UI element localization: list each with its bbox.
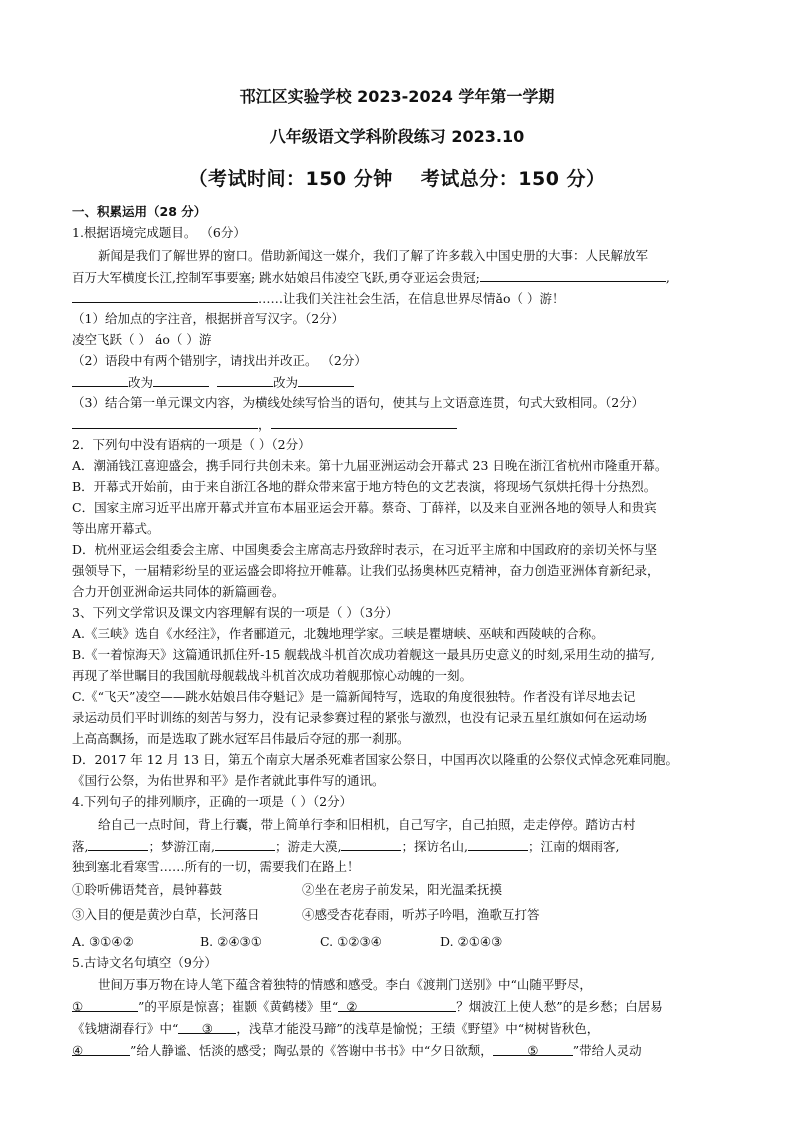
- q4-text-a: 落,: [72, 839, 89, 854]
- q3-option-c-2: 录运动员们平时训练的刻苦与努力，没有记录参赛过程的紧张与激烈，也没有记录五星红旗如何在运动场: [72, 710, 648, 725]
- q2-option-c-2: 等出席开幕式。: [72, 521, 160, 536]
- q1-sub-1-items: 凌空飞跃（ ） áo（ ）游: [72, 332, 212, 347]
- q4-options: [72, 932, 502, 952]
- q1-wrong-2[interactable]: [217, 372, 273, 387]
- q5-blank-2-num: ②: [346, 999, 358, 1014]
- q4-sentence-4: ④感受杏花春雨，听苏子吟唱，渔歌互打答: [302, 907, 540, 922]
- q3-stem: 3、下列文学常识及课文内容理解有误的一项是（ ）（3分）: [72, 605, 399, 620]
- q1-para-1: 新闻是我们了解世界的窗口。借助新闻这一媒介，我们了解了许多载入中国史册的大事：人民解放军: [98, 248, 649, 263]
- q1-para-3-text: ……让我们关注社会生活，在信息世界尽情ǎo（ ）游！: [258, 291, 565, 306]
- q5-blank-5[interactable]: [493, 1041, 573, 1056]
- q5-blank-4-num: ④: [72, 1043, 84, 1058]
- q5-blank-5-num: ⑤: [527, 1043, 539, 1058]
- q5-stem: 5.古诗文名句填空（9分）: [72, 955, 217, 970]
- q4-option-c[interactable]: C. ①②③④: [320, 934, 382, 949]
- q1-change-label-1: 改为: [128, 375, 154, 390]
- q4-sentence-1: ①聆听佛语梵音，晨钟暮鼓: [72, 882, 223, 897]
- q4-sentences-row-2: [72, 905, 540, 925]
- q5-text-3b: ，浅草才能没马蹄”的浅草是愉悦；王绩《野望》中“树树皆秋色，: [236, 1021, 600, 1036]
- q2-option-d-2: 强领导下，一届精彩纷呈的亚运盛会即将拉开帷幕。让我们弘扬奥林匹克精神，奋力创造亚洲体育新纪录，: [72, 563, 660, 578]
- q1-change-label-2: 改为: [272, 375, 298, 390]
- q4-text-c: ；游走大漠,: [274, 839, 342, 854]
- q4-para-3: 独到塞北看寒雪……所有的一切，需要我们在路上！: [72, 859, 360, 874]
- q5-text-3a: 《钱塘湖春行》中“: [72, 1021, 179, 1036]
- exam-title: 八年级语文学科阶段练习 2023.10: [269, 127, 525, 146]
- q5-blank-3-num: ③: [201, 1021, 214, 1036]
- q1-write-1[interactable]: [72, 414, 258, 429]
- q4-option-a[interactable]: A. ③①④②: [72, 934, 134, 949]
- q1-right-1[interactable]: [153, 372, 209, 387]
- q1-para-3: [72, 288, 564, 309]
- q4-blank-4[interactable]: [468, 836, 528, 851]
- q2-option-b: B．开幕式开始前，由于来自浙江各地的群众带来富于地方特色的文艺表演，将现场气氛烘托得十分热烈。: [72, 479, 657, 494]
- q1-sub-2-answer: [72, 372, 354, 393]
- q4-sentence-3: ③入目的便是黄沙白草，长河落日: [72, 907, 260, 922]
- q2-option-d-1: D．杭州亚运会组委会主席、中国奥委会主席高志丹致辞时表示，在习近平主席和中国政府的亲切关怀与坚: [72, 542, 658, 557]
- school-title: 邗江区实验学校 2023-2024 学年第一学期: [239, 87, 555, 106]
- q3-option-c-3: 上高高飘扬，而是选取了跳水冠军吕伟最后夺冠的那一刹那。: [72, 731, 410, 746]
- q5-blank-3[interactable]: [178, 1019, 236, 1034]
- q2-stem: 2．下列句中没有语病的一项是（ ）（2分）: [72, 437, 311, 452]
- q4-sentences-row-1: [72, 880, 502, 900]
- q5-text-4b: ”带给人灵动: [572, 1043, 642, 1058]
- q4-option-d[interactable]: D. ②①④③: [440, 934, 503, 949]
- q2-option-c-1: C．国家主席习近平出席开幕式并宣布本届亚运会开幕。蔡奇、丁薛祥，以及来自亚洲各地的领导人和贵宾: [72, 500, 657, 515]
- section-1-title: 一、积累运用（28 分）: [72, 204, 207, 219]
- q1-wrong-1[interactable]: [72, 372, 128, 387]
- q4-blank-1[interactable]: [88, 836, 148, 851]
- q4-blank-2[interactable]: [215, 836, 275, 851]
- q3-option-c-1: C.《“飞天”凌空——跳水姑娘吕伟夺魁记》是一篇新闻特写，选取的角度很独特。作者没有详尽地去记: [72, 689, 636, 704]
- q3-option-b-1: B.《一着惊海天》这篇通讯抓住歼-15 舰载战斗机首次成功着舰这一最具历史意义的时刻,采用生动的描写,: [72, 647, 655, 662]
- exam-info: [0, 164, 794, 191]
- q5-line-3: [72, 1019, 599, 1039]
- q5-text-2b: ？烟波江上使人愁”的是乡愁；白居易: [456, 999, 663, 1014]
- q1-para-2-text: 百万大军横度长江,控制军事要塞; 跳水姑娘吕伟凌空飞跃,勇夺亚运会贵冠;: [72, 270, 480, 285]
- q5-blank-1[interactable]: [72, 997, 138, 1012]
- exam-total: 考试总分：150 分）: [420, 168, 606, 190]
- q3-option-a: A.《三峡》选自《水经注》，作者郦道元，北魏地理学家。三峡是瞿塘峡、巫峡和西陵峡的合称。: [72, 626, 604, 641]
- q3-option-b-2: 再现了举世瞩目的我国航母舰载战斗机首次成功着舰那惊心动魄的一刻。: [72, 668, 473, 683]
- q1-write-2[interactable]: [271, 414, 457, 429]
- q5-blank-4[interactable]: [72, 1041, 130, 1056]
- q4-para-1: 给自己一点时间，背上行囊，带上简单行李和旧相机，自己写字，自己拍照，走走停停。踏访古村: [98, 817, 636, 832]
- q1-sub-3: （3）结合第一单元课文内容，为横线处续写恰当的语句，使其与上文语意连贯，句式大致相同。（2分）: [72, 395, 645, 410]
- q3-option-d-1: D．2017 年 12 月 13 日，第五个南京大屠杀死难者国家公祭日，中国再次以隆重的公祭仪式悼念死难同胞。: [72, 752, 679, 767]
- q2-option-d-3: 合力开创亚洲命运共同体的新篇画卷。: [72, 584, 285, 599]
- exam-time: （考试时间：150 分钟: [188, 168, 393, 190]
- q1-para-2: 百万大军横度长江,控制军事要塞; 跳水姑娘吕伟凌空飞跃,勇夺亚运会贵冠; ,: [72, 267, 670, 288]
- q4-text-e: ；江南的烟雨客,: [527, 839, 620, 854]
- q5-line-4: [72, 1041, 642, 1061]
- q1-stem: 1.根据语境完成题目。 （6分）: [72, 225, 246, 240]
- q1-sub-2: （2）语段中有两个错别字，请找出并改正。 （2分）: [72, 353, 367, 368]
- q2-option-a: A．潮涌钱江喜迎盛会，携手同行共创未来。第十九届亚洲运动会开幕式 23 日晚在浙江省杭州市隆重开幕。: [72, 458, 668, 473]
- q5-text-4a: ”给人静谧、恬淡的感受；陶弘景的《答谢中书书》中“夕日欲颓，: [130, 1043, 493, 1058]
- q5-line-2: [72, 997, 663, 1017]
- q5-line-1: 世间万事万物在诗人笔下蕴含着独特的情感和感受。李白《渡荆门送别》中“山随平野尽，: [98, 977, 592, 992]
- q5-blank-1-num: ①: [72, 999, 84, 1014]
- q4-blank-3[interactable]: [341, 836, 401, 851]
- q4-option-b[interactable]: B. ②④③①: [200, 934, 262, 949]
- q4-stem: 4.下列句子的排列顺序，正确的一项是（ ）（2分）: [72, 794, 353, 809]
- q5-text-2a: ”的平原是惊喜；崔颢《黄鹤楼》里“: [138, 999, 339, 1014]
- q4-para-2: [72, 836, 619, 857]
- q5-blank-2[interactable]: [338, 997, 456, 1012]
- q4-text-b: ；梦游江南,: [148, 839, 215, 854]
- q4-text-d: ；探访名山,: [401, 839, 468, 854]
- q4-sentence-2: ②坐在老房子前发呆，阳光温柔抚摸: [302, 882, 503, 897]
- q1-sub-3-answer: ，: [72, 414, 457, 435]
- q1-sub-1: （1）给加点的字注音，根据拼音写汉字。（2分）: [72, 311, 345, 326]
- q3-option-d-2: 《国行公祭，为佑世界和平》是作者就此事件写的通讯。: [72, 773, 385, 788]
- q1-blank-2[interactable]: [72, 288, 258, 303]
- q1-right-2[interactable]: [298, 372, 354, 387]
- q1-blank-1[interactable]: [480, 267, 666, 282]
